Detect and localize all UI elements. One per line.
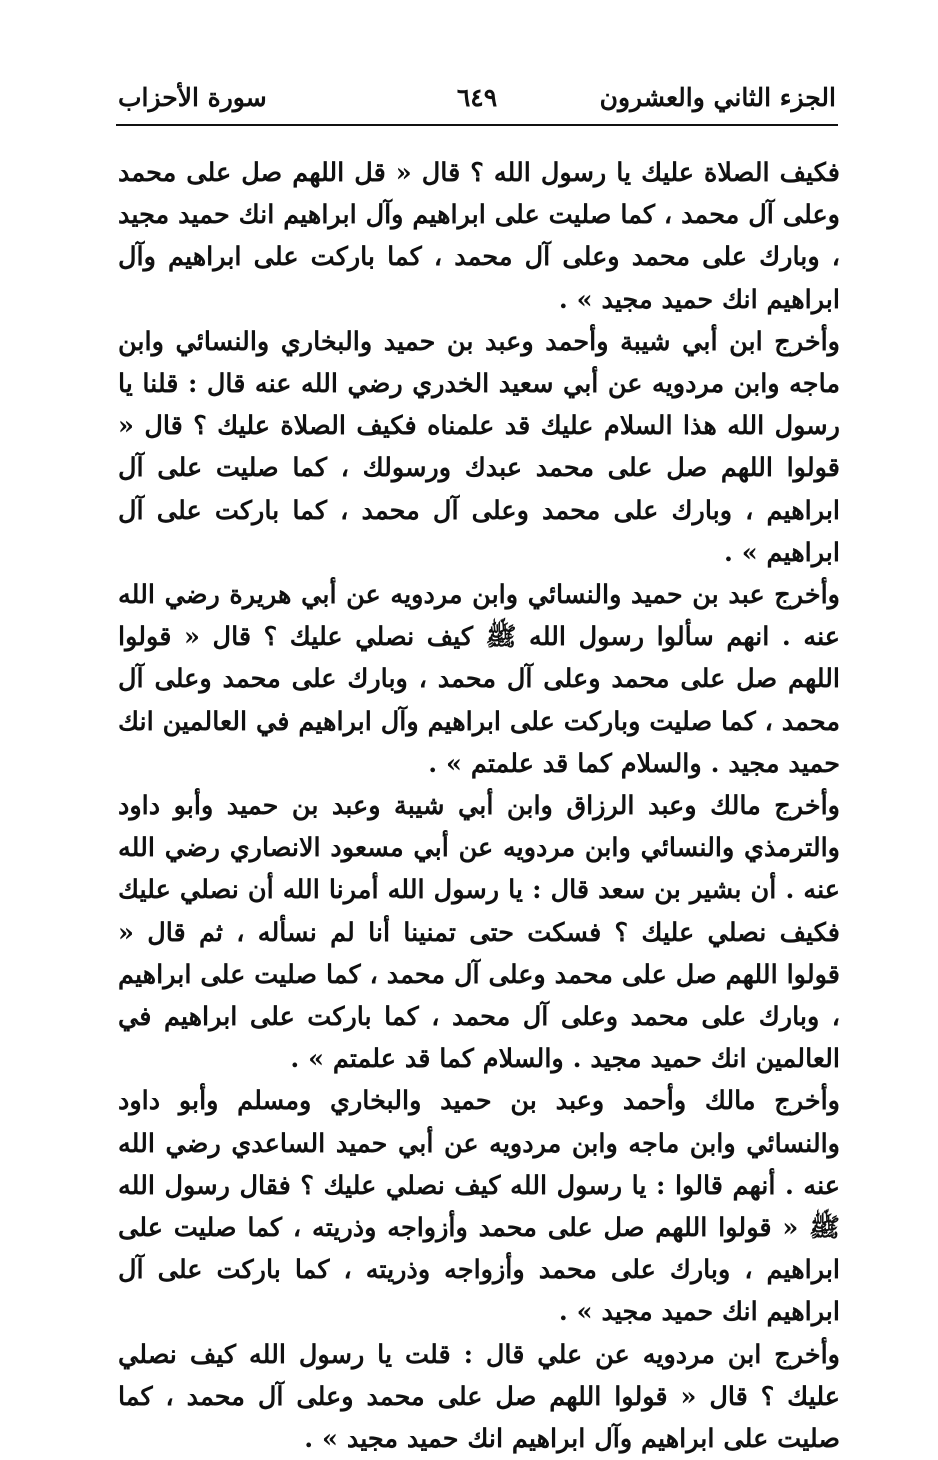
paragraph: وأخرج عبد بن حميد والنسائي وابن مردويه عن أبي هريرة رضي الله عنه . انهم سألوا رسول الله ﷺ كيف نصلي عليك ؟ قال « قولوا اللهم صل على محمد وعلى آل محمد ، وبارك على محمد وعلى آل محمد ، كما صليت وباركت على ابراهيم وآل ابراهيم في العالمين انك حميد مجيد . والسلام كما قد علمتم » . [118, 580, 840, 779]
paragraph: وأخرج مالك وأحمد وعبد بن حميد والبخاري ومسلم وأبو داود والنسائي وابن ماجه وابن مردويه عن أبي حميد الساعدي رضي الله عنه . أنهم قالوا : يا رسول الله كيف نصلي عليك ؟ فقال رسول الله ﷺ « قولوا اللهم صل على محمد وأزواجه وذريته ، كما صليت على ابراهيم ، وبارك على محمد وأزواجه وذريته ، كما باركت على آل ابراهيم انك حميد مجيد » . [118, 1086, 840, 1328]
paragraph: وأخرج ابن مردويه عن علي قال : قلت يا رسول الله كيف نصلي عليك ؟ قال « قولوا اللهم صل على محمد وعلى آل محمد ، كما صليت على ابراهيم وآل ابراهيم انك حميد مجيد » . [118, 1339, 840, 1455]
running-header [118, 74, 836, 118]
paragraph: وأخرج مالك وعبد الرزاق وابن أبي شيبة وعبد بن حميد وأبو داود والترمذي والنسائي وابن مردويه عن أبي مسعود الانصاري رضي الله عنه . أن بشير بن سعد قال : يا رسول الله أمرنا الله أن نصلي عليك فكيف نصلي عليك ؟ فسكت حتى تمنينا أنا لم نسأله ، ثم قال « قولوا اللهم صل على محمد وعلى آل محمد ، كما صليت على ابراهيم ، وبارك على محمد وعلى آل محمد ، كما باركت على ابراهيم في العالمين انك حميد مجيد . والسلام كما قد علمتم » . [118, 791, 840, 1075]
part-title: الجزء الثاني والعشرون [599, 83, 836, 112]
body-text [118, 152, 840, 1460]
surah-title: سورة الأحزاب [118, 83, 267, 112]
header-divider [116, 124, 838, 126]
paragraph: فكيف الصلاة عليك يا رسول الله ؟ قال « قل اللهم صل على محمد وعلى آل محمد ، كما صليت على ابراهيم وآل ابراهيم انك حميد مجيد ، وبارك على محمد وعلى آل محمد ، كما باركت على ابراهيم وآل ابراهيم انك حميد مجيد » . [118, 158, 840, 315]
page-number: ٦٤٩ [456, 83, 498, 112]
paragraph: وأخرج ابن أبي شيبة وأحمد وعبد بن حميد والبخاري والنسائي وابن ماجه وابن مردويه عن أبي سعيد الخدري رضي الله عنه قال : قلنا يا رسول الله هذا السلام عليك قد علمناه فكيف الصلاة عليك ؟ قال « قولوا اللهم صل على محمد عبدك ورسولك ، كما صليت على آل ابراهيم ، وبارك على محمد وعلى آل محمد ، كما باركت على آل ابراهيم » . [118, 326, 840, 568]
